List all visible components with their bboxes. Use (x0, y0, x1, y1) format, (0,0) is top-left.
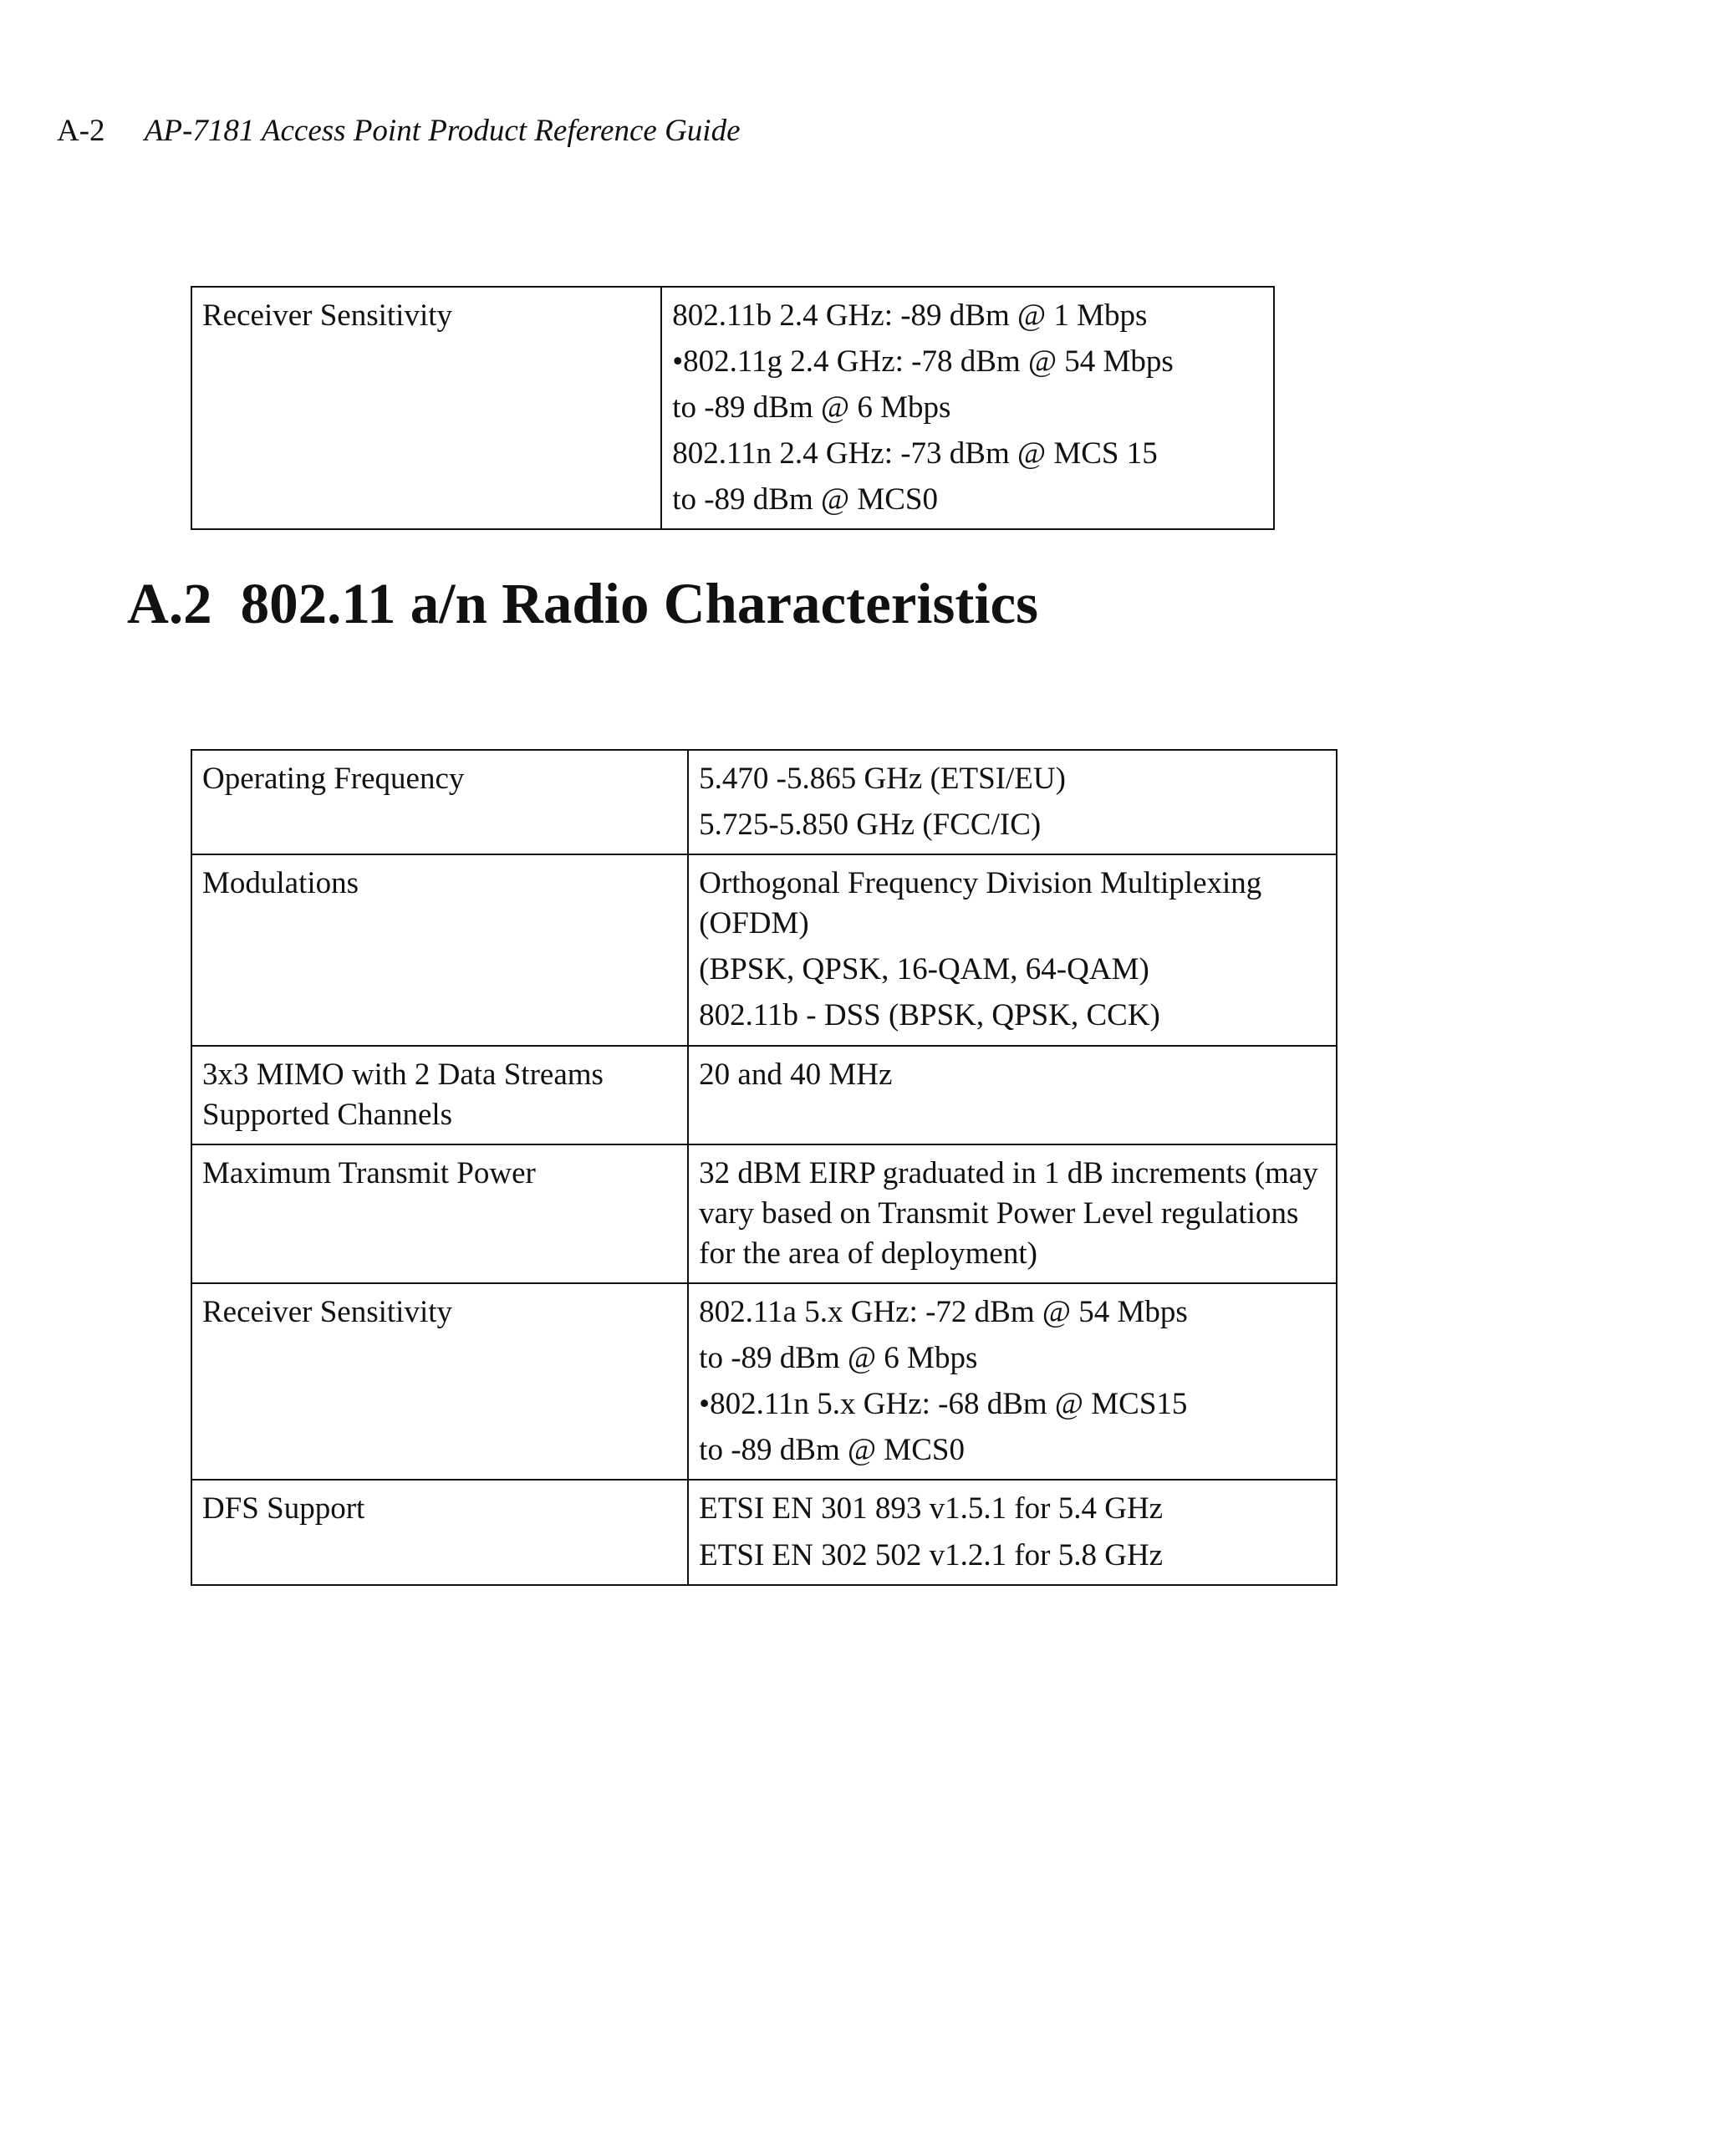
spec-label-text: Operating Frequency (202, 762, 465, 796)
spec-value-line: Orthogonal Frequency Division Multiplexing (OFDM) (699, 866, 1262, 941)
spec-value-line: 5.470 -5.865 GHz (ETSI/EU) (699, 762, 1066, 796)
table-row (191, 750, 1337, 854)
table-row (191, 1283, 1337, 1480)
spec-label-text: Modulations (202, 866, 359, 901)
spec-value (688, 1046, 1337, 1144)
spec-value (688, 750, 1337, 854)
spec-label-text: 3x3 MIMO with 2 Data Streams (202, 1057, 604, 1092)
table-row (191, 1480, 1337, 1584)
spec-value-line: to -89 dBm @ MCS0 (672, 482, 938, 517)
spec-value-line: ETSI EN 302 502 v1.2.1 for 5.8 GHz (699, 1537, 1164, 1572)
section-number: A.2 (127, 572, 212, 635)
spec-value-line: 802.11a 5.x GHz: -72 dBm @ 54 Mbps (699, 1295, 1188, 1330)
spec-value-line: •802.11g 2.4 GHz: -78 dBm @ 54 Mbps (672, 344, 1174, 380)
spec-value (661, 287, 1274, 529)
spec-label (191, 287, 661, 529)
bgn-radio-spec-table (191, 286, 1275, 530)
table-row (191, 1144, 1337, 1283)
spec-value (688, 1480, 1337, 1584)
spec-value-line: •802.11n 5.x GHz: -68 dBm @ MCS15 (699, 1387, 1188, 1422)
page-number: A-2 (57, 114, 105, 148)
section-heading (127, 572, 1039, 635)
spec-label (191, 1283, 688, 1480)
spec-label-text: Maximum Transmit Power (202, 1155, 536, 1190)
spec-label (191, 750, 688, 854)
spec-value-line: to -89 dBm @ MCS0 (699, 1433, 965, 1468)
table-row (191, 854, 1337, 1045)
spec-value-line: to -89 dBm @ 6 Mbps (699, 1341, 978, 1376)
spec-label (191, 1144, 688, 1283)
table-row (191, 1046, 1337, 1144)
spec-label-text: DFS Support (202, 1491, 365, 1527)
spec-value-line: 5.725-5.850 GHz (FCC/IC) (699, 808, 1042, 843)
document-title: AP-7181 Access Point Product Reference Guide (144, 114, 741, 148)
spec-value (688, 1144, 1337, 1283)
spec-label (191, 854, 688, 1045)
spec-value-line: 802.11n 2.4 GHz: -73 dBm @ MCS 15 (672, 436, 1158, 471)
section-title: 802.11 a/n Radio Characteristics (240, 572, 1039, 635)
spec-value (688, 1283, 1337, 1480)
running-head (57, 115, 741, 146)
spec-value-line: 20 and 40 MHz (699, 1057, 893, 1092)
spec-label-text: Receiver Sensitivity (202, 1295, 453, 1330)
spec-label (191, 1480, 688, 1584)
spec-value-line: ETSI EN 301 893 v1.5.1 for 5.4 GHz (699, 1491, 1164, 1527)
spec-value-line: (BPSK, QPSK, 16-QAM, 64-QAM) (699, 952, 1149, 987)
spec-value-line: to -89 dBm @ 6 Mbps (672, 390, 951, 426)
an-radio-spec-table (191, 749, 1338, 1586)
table-row (191, 287, 1274, 529)
spec-label-text: Receiver Sensitivity (202, 298, 453, 333)
spec-value-line: 802.11b - DSS (BPSK, QPSK, CCK) (699, 998, 1160, 1033)
spec-value (688, 854, 1337, 1045)
spec-label (191, 1046, 688, 1144)
spec-value-line: 32 dBM EIRP graduated in 1 dB increments (may vary based on Transmit Power Level regulations for the area of deployment) (699, 1155, 1318, 1271)
spec-value-line: 802.11b 2.4 GHz: -89 dBm @ 1 Mbps (672, 298, 1148, 333)
spec-label-text: Supported Channels (202, 1097, 453, 1132)
